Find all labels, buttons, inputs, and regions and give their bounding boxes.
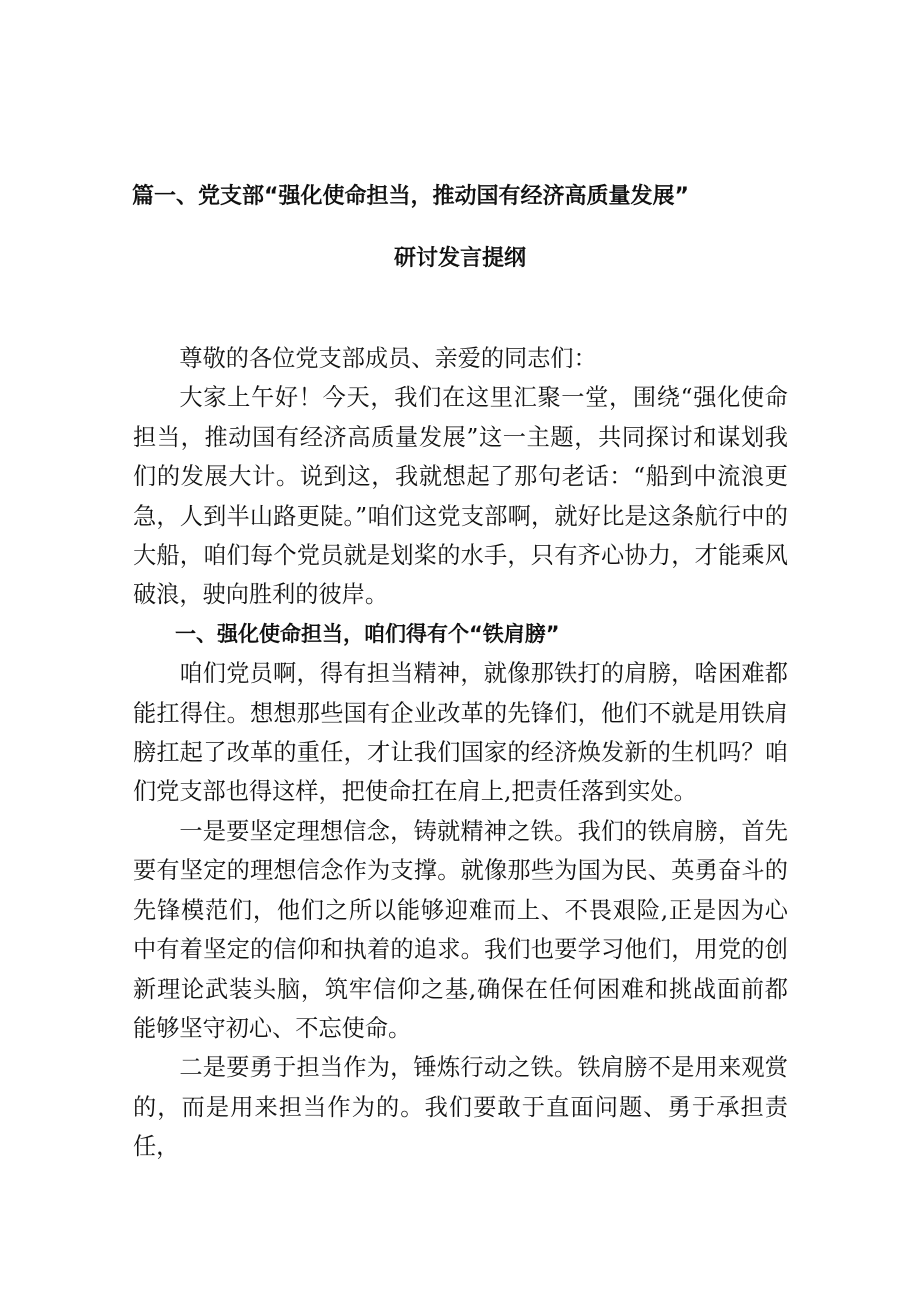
body-paragraph: 一是要坚定理想信念，铸就精神之铁。我们的铁肩膀，首先要有坚定的理想信念作为支撑。就像那些为国为民、英勇奋斗的先锋模范们，他们之所以能够迎难而上、不畏艰险,正是因为心中有着坚定的信仰和执着的追求。我们也要学习他们，用党的创新理论武装头脑，筑牢信仰之基,确保在任何困难和挑战面前都能够坚守初心、不忘使命。	[133, 817, 788, 1042]
document-body	[133, 339, 788, 1167]
opening-paragraph: 大家上午好！今天，我们在这里汇聚一堂，围绕“强化使命担当，推动国有经济高质量发展”这一主题，共同探讨和谋划我们的发展大计。说到这，我就想起了那句老话：“船到中流浪更急，人到半山路更陡。”咱们这党支部啊，就好比是这条航行中的大船，咱们每个党员就是划桨的水手，只有齐心协力，才能乘风破浪，驶向胜利的彼岸。	[133, 384, 788, 609]
salutation-paragraph: 尊敬的各位党支部成员、亲爱的同志们：	[179, 345, 597, 372]
body-paragraph: 二是要勇于担当作为，锤炼行动之铁。铁肩膀不是用来观赏的，而是用来担当作为的。我们要敢于直面问题、勇于承担责任，	[133, 1054, 788, 1161]
document-title-line-1: 篇一、党支部“强化使命担当，推动国有经济高质量发展”	[132, 184, 689, 209]
body-paragraph: 咱们党员啊，得有担当精神，就像那铁打的肩膀，啥困难都能扛得住。想想那些国有企业改革的先锋们，他们不就是用铁肩膀扛起了改革的重任，才让我们国家的经济焕发新的生机吗？咱们党支部也得这样，把使命扛在肩上,把责任落到实处。	[133, 660, 788, 806]
section-heading: 一、强化使命担当，咱们得有个“铁肩膀”	[175, 621, 560, 646]
document-title-line-2: 研讨发言提纲	[393, 246, 526, 271]
